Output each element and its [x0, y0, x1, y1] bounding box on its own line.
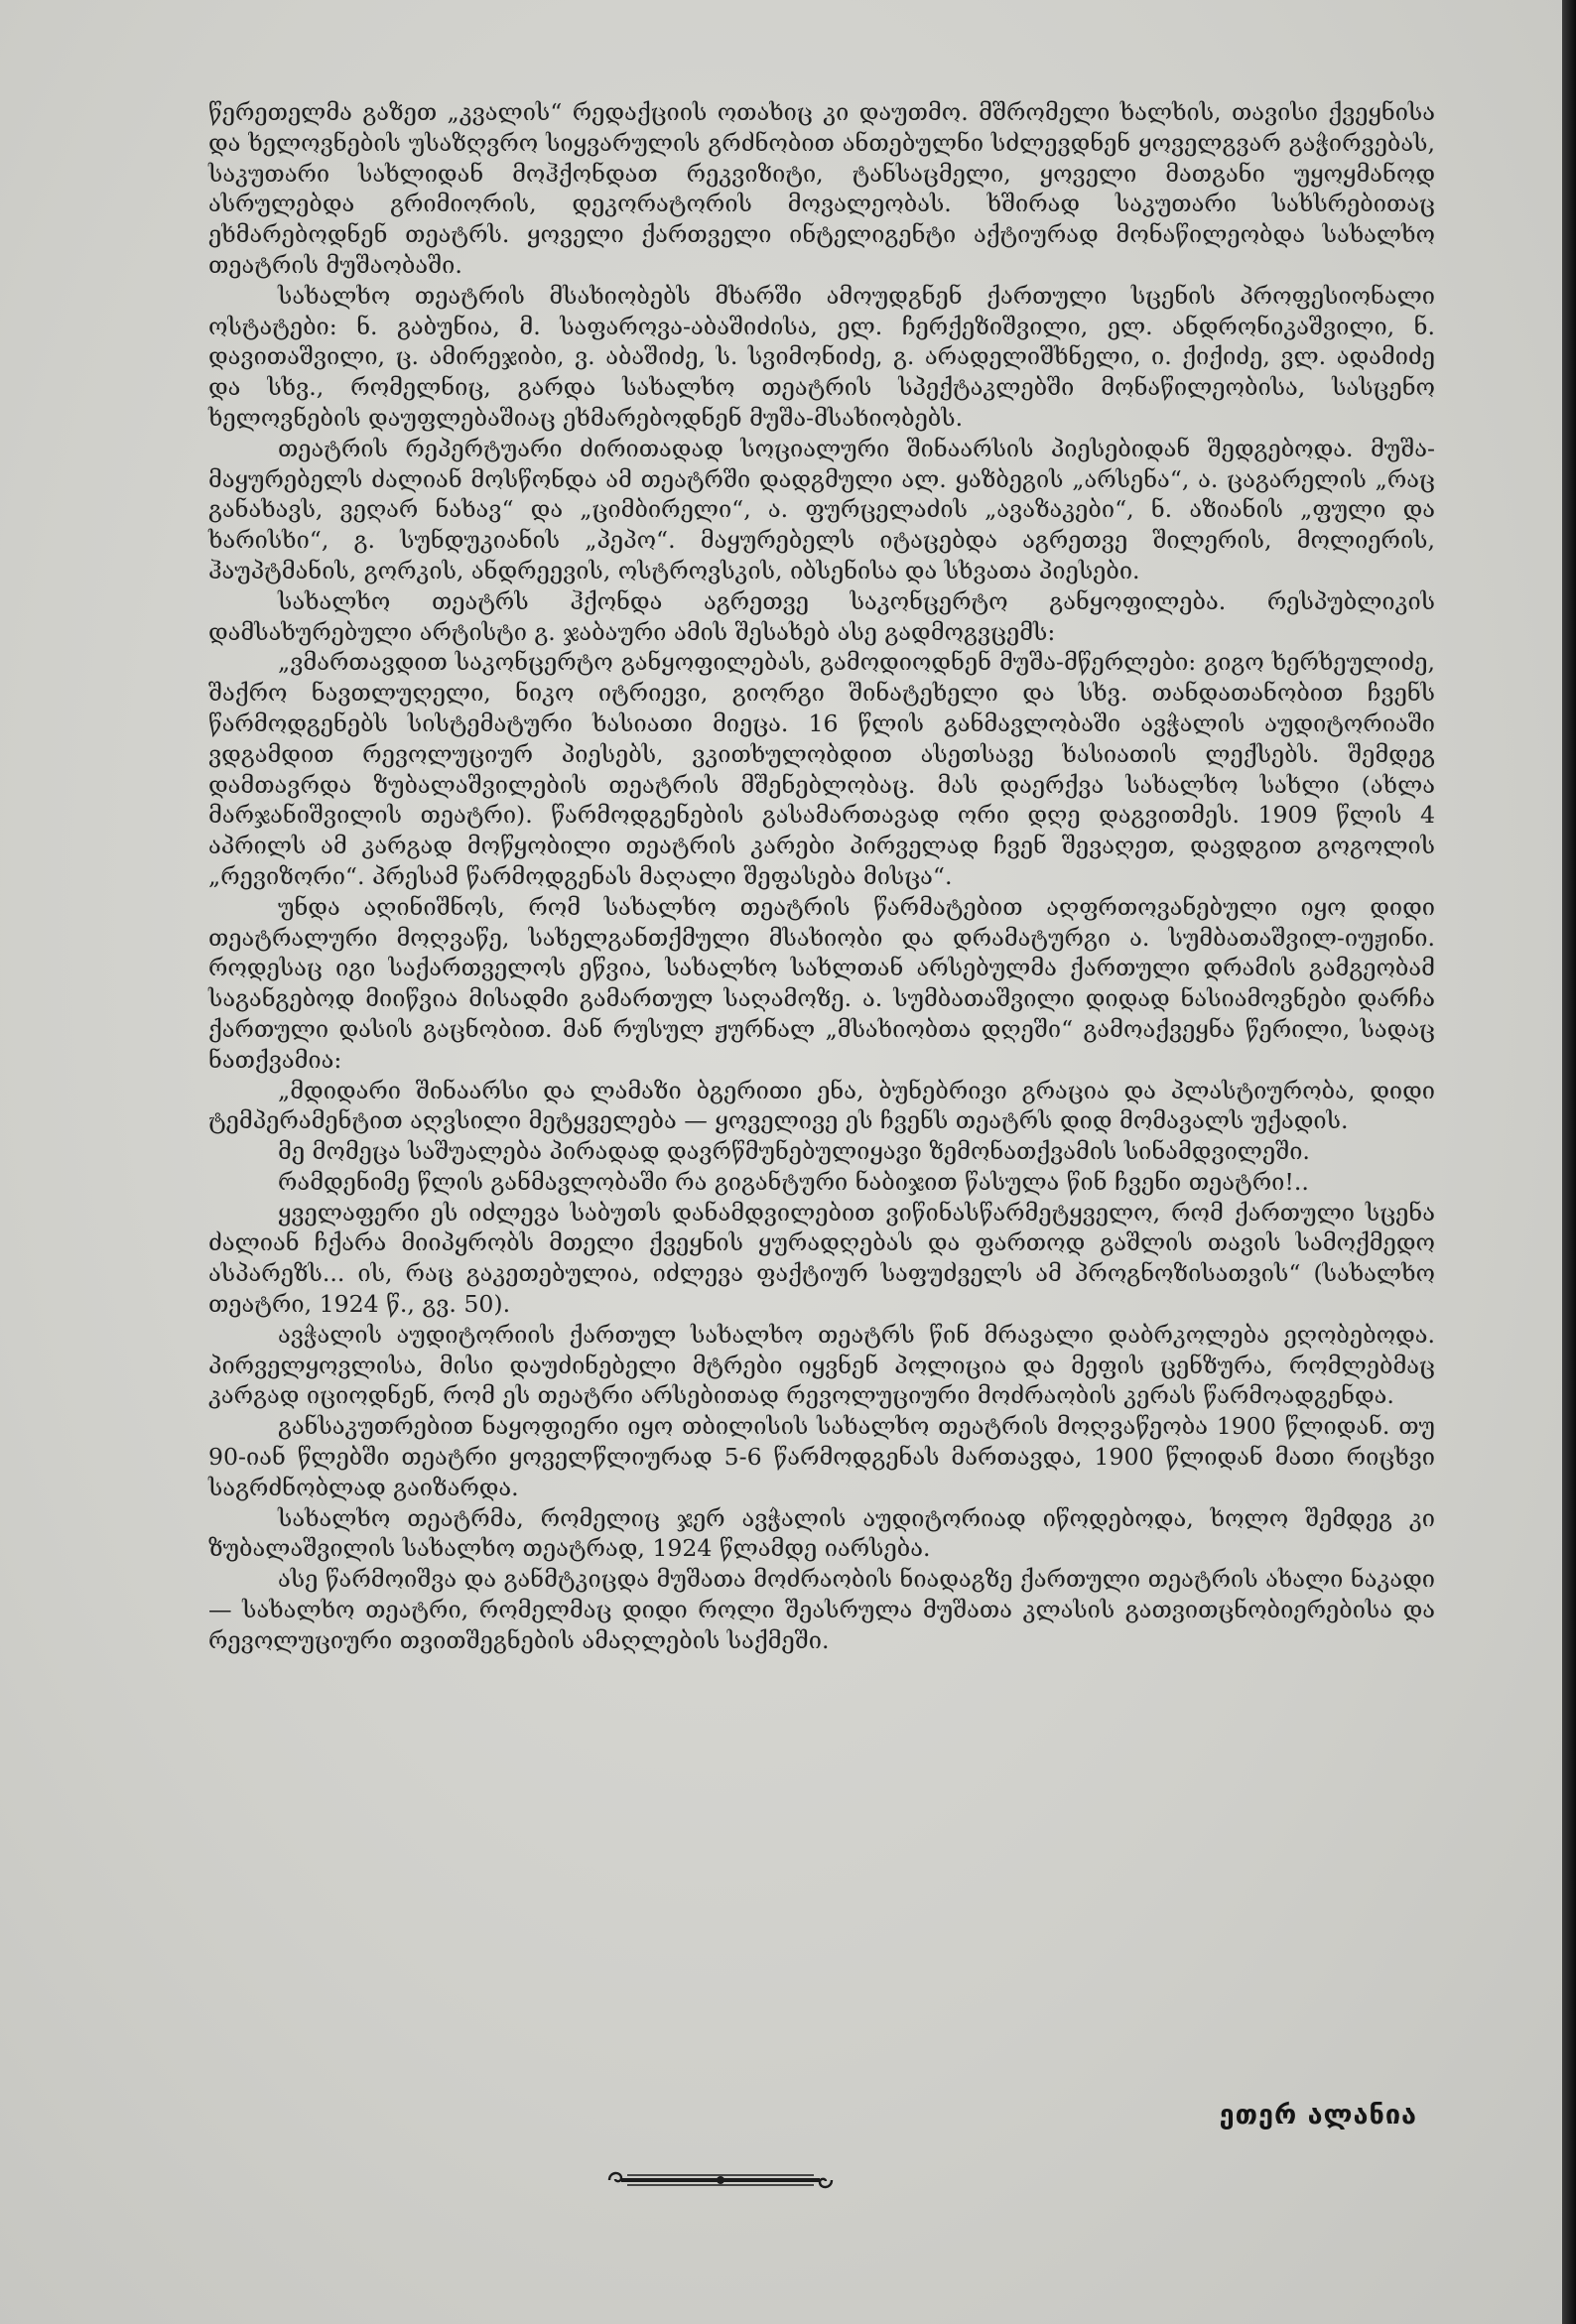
quote-paragraph: მე მომეცა საშუალება პირადად დავრწმუნებულიყავი ზემონათქვამის სინამდვილეში. — [278, 1137, 1310, 1166]
author-signature: ეთერ ალანია — [1219, 2100, 1417, 2130]
quote-paragraph: „მდიდარი შინაარსი და ლამაზი ბგერითი ენა, ბუნებრივი გრაცია და პლასტიურობა, დიდი ტემპერამენტით აღვსილი მეტყველება — ყოველივე ეს ჩვენს თეატრს დიდ მომავალს უქადის. — [208, 1076, 1435, 1135]
paragraph: ასე წარმოიშვა და განმტკიცდა მუშათა მოძრაობის ნიადაგზე ქართული თეატრის ახალი ნაკადი — სახალხო თეატრი, რომელმაც დიდი როლი შეასრულა მუშათა კლასის გათვითცნობიერებისა და რევოლუციური თვითშეგნების ამაღლების საქმეში. — [208, 1565, 1435, 1654]
paragraph: თეატრის რეპერტუარი ძირითადად სოციალური შინაარსის პიესებიდან შედგებოდა. მუშა-მაყურებელს ძალიან მოსწონდა ამ თეატრში დადგმული ალ. ყაზბეგის „არსენა“, ა. ცაგარელის „რაც განახავს, ვეღარ ნახავ“ და „ციმბირელი“, ა. ფურცელაძის „ავაზაკები“, ნ. აზიანის „ფული და ხარისხი“, გ. სუნდუკიანის „პეპო“. მაყურებელს იტაცებდა აგრეთვე შილერის, მოლიერის, ჰაუპტმანის, გორკის, ანდრეევის, ოსტროვსკის, იბსენისა და სხვათა პიესები. — [208, 434, 1435, 584]
paragraph: სახალხო თეატრს ჰქონდა აგრეთვე საკონცერტო განყოფილება. რესპუბლიკის დამსახურებული არტისტი გ. ჯაბაური ამის შესახებ ასე გადმოგვცემს: — [208, 586, 1435, 646]
quote-paragraph: ყველაფერი ეს იძლევა საბუთს დანამდვილებით ვიწინასწარმეტყველო, რომ ქართული სცენა ძალიან ჩქარა მიიპყრობს მთელი ქვეყნის ყურადღებას და ფართოდ გაშლის თავის სამოქმედო ასპარეზს... ის, რაც გაკეთებულია, იძლევა ფაქტიურ საფუძველს ამ პროგნოზისათვის“ (სახალხო თეატრი, 1924 წ., გვ. 50). — [208, 1198, 1435, 1319]
quote-paragraph: რამდენიმე წლის განმავლობაში რა გიგანტური ნაბიჯით წასულა წინ ჩვენი თეატრი!.. — [278, 1167, 1309, 1196]
quote-paragraph: „ვმართავდით საკონცერტო განყოფილებას, გამოდიოდნენ მუშა-მწერლები: გიგო ხერხეულიძე, შაქრო ნავთლუღელი, ნიკო იტრიევი, გიორგი შინატეხელი და სხვ. თანდათანობით ჩვენს წარმოდგენებს სისტემატური ხასიათი მიეცა. 16 წლის განმავლობაში ავჭალის აუდიტორიაში ვდგამდით რევოლუციურ პიესებს, ვკითხულობდით ასეთსავე ხასიათის ლექსებს. შემდეგ დამთავრდა ზუბალაშვილების თეატრის მშენებლობაც. მას დაერქვა სახალხო სახლი (ახლა მარჯანიშვილის თეატრი). წარმოდგენების გასამართავად ორი დღე დაგვითმეს. 1909 წლის 4 აპრილს ამ კარგად მოწყობილი თეატრის კარები პირველად ჩვენ შევაღეთ, დავდგით გოგოლის „რევიზორი“. პრესამ წარმოდგენას მაღალი შეფასება მისცა“. — [208, 648, 1435, 890]
page-edge-shadow — [1562, 0, 1576, 2324]
paragraph: სახალხო თეატრმა, რომელიც ჯერ ავჭალის აუდიტორიად იწოდებოდა, ხოლო შემდეგ კი ზუბალაშვილის სახალხო თეატრად, 1924 წლამდე იარსება. — [208, 1503, 1435, 1563]
article-body — [208, 97, 1435, 1656]
paragraph: ავჭალის აუდიტორიის ქართულ სახალხო თეატრს წინ მრავალი დაბრკოლება ეღობებოდა. პირველყოვლისა, მისი დაუძინებელი მტრები იყვნენ პოლიცია და მეფის ცენზურა, რომლებმაც კარგად იციოდნენ, რომ ეს თეატრი არსებითად რევოლუციური მოძრაობის კერას წარმოადგენდა. — [208, 1320, 1435, 1410]
paragraph: სახალხო თეატრის მსახიობებს მხარში ამოუდგნენ ქართული სცენის პროფესიონალი ოსტატები: ნ. გაბუნია, მ. საფაროვა-აბაშიძისა, ელ. ჩერქეზიშვილი, ელ. ანდრონიკაშვილი, ნ. დავითაშვილი, ც. ამირეჯიბი, ვ. აბაშიძე, ს. სვიმონიძე, გ. არადელიშხნელი, ი. ქიქიძე, ვლ. ადამიძე და სხვ., რომელნიც, გარდა სახალხო თეატრის სპექტაკლებში მონაწილეობისა, სასცენო ხელოვნების დაუფლებაშიაც ეხმარებოდნენ მუშა-მსახიობებს. — [208, 281, 1435, 432]
paragraph: განსაკუთრებით ნაყოფიერი იყო თბილისის სახალხო თეატრის მოღვაწეობა 1900 წლიდან. თუ 90-იან წლებში თეატრი ყოველწლიურად 5-6 წარმოდგენას მართავდა, 1900 წლიდან მათი რიცხვი საგრძნობლად გაიზარდა. — [208, 1412, 1435, 1501]
paragraph: წერეთელმა გაზეთ „კვალის“ რედაქციის ოთახიც კი დაუთმო. მშრომელი ხალხის, თავისი ქვეყნისა და ხელოვნების უსაზღვრო სიყვარულის გრძნობით ანთებულნი სძლევდნენ ყოველგვარ გაჭირვებას, საკუთარი სახლიდან მოჰქონდათ რეკვიზიტი, ტანსაცმელი, ყოველი მათგანი უყოყმანოდ ასრულებდა გრიმიორის, დეკორატორის მოვალეობას. ხშირად საკუთარი სახსრებითაც ეხმარებოდნენ თეატრს. ყოველი ქართველი ინტელიგენტი აქტიურად მონაწილეობდა სახალხო თეატრის მუშაობაში. — [208, 98, 1435, 279]
ornament-divider-icon — [603, 2165, 838, 2195]
paragraph: უნდა აღინიშნოს, რომ სახალხო თეატრის წარმატებით აღფრთოვანებული იყო დიდი თეატრალური მოღვაწე, სახელგანთქმული მსახიობი და დრამატურგი ა. სუმბათაშვილ-იუჟინი. როდესაც იგი საქართველოს ეწვია, სახალხო სახლთან არსებულმა ქართული დრამის გამგეობამ საგანგებოდ მიიწვია მისადმი გამართულ საღამოზე. ა. სუმბათაშვილი დიდად ნასიამოვნები დარჩა ქართული დასის გაცნობით. მან რუსულ ჟურნალ „მსახიობთა დღეში“ გამოაქვეყნა წერილი, სადაც ნათქვამია: — [208, 892, 1435, 1074]
